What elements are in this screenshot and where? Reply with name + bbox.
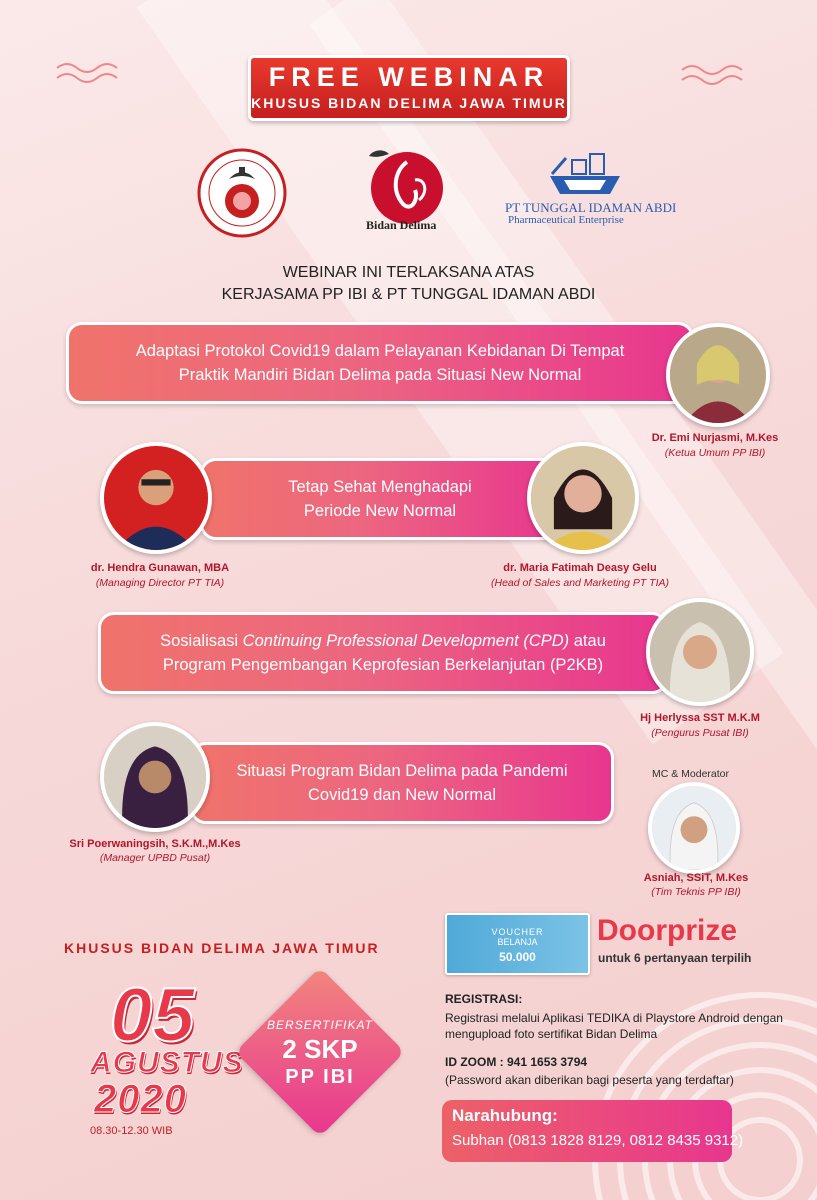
zoom-password-note: (Password akan diberikan bagi peserta yang terdaftar) <box>445 1073 734 1087</box>
speaker-role: (Pengurus Pusat IBI) <box>651 727 749 739</box>
topic-1-pill <box>66 322 694 404</box>
topic-3-line-2: Program Pengembangan Keprofesian Berkelanjutan (P2KB) <box>162 656 604 674</box>
target-audience-label: KHUSUS BIDAN DELIMA JAWA TIMUR <box>64 940 380 956</box>
speaker-role: (Tim Teknis PP IBI) <box>651 886 741 898</box>
certificate-org: PP IBI <box>285 1066 355 1088</box>
speaker-name: Asniah, SSiT, M.Kes <box>643 872 749 884</box>
event-year: 2020 <box>94 1077 187 1121</box>
speaker-name: dr. Maria Fatimah Deasy Gelu <box>503 562 657 574</box>
speaker-role: (Manager UPBD Pusat) <box>99 852 211 864</box>
topic-3-line-1-b: Continuing Professional Development (CPD) <box>242 632 570 650</box>
zoom-id: ID ZOOM : 941 1653 3794 <box>445 1055 588 1069</box>
topic-3-line-1-a: Sosialisasi <box>160 632 243 650</box>
topic-1-line-1: Adaptasi Protokol Covid19 dalam Pelayanan Kebidanan Di Tempat <box>135 342 625 360</box>
wave-decoration <box>55 60 125 86</box>
certificate-skp: 2 SKP <box>282 1034 358 1064</box>
certificate-label: BERSERTIFIKAT <box>267 1018 373 1032</box>
contact-title: Narahubung: <box>452 1106 558 1125</box>
event-month: AGUSTUS <box>90 1046 244 1079</box>
collaboration-intro <box>0 262 817 306</box>
speaker-photo-asniah <box>648 782 740 874</box>
mc-moderator-label: MC & Moderator <box>652 768 730 780</box>
contact-box <box>442 1100 744 1162</box>
intro-line-2: KERJASAMA PP IBI & PT TUNGGAL IDAMAN ABDI <box>221 286 596 303</box>
speaker-photo-maria <box>527 442 639 554</box>
registration-title: REGISTRASI: <box>445 992 523 1006</box>
event-day: 05 <box>110 973 195 1058</box>
bidan-delima-logo-text: Bidan Delima <box>366 218 437 232</box>
speaker-photo-emi <box>666 323 770 427</box>
doorprize-subtitle: untuk 6 pertanyaan terpilih <box>598 951 752 965</box>
topic-2-line-1: Tetap Sehat Menghadapi <box>288 478 472 496</box>
speaker-name: Sri Poerwaningsih, S.K.M.,M.Kes <box>69 838 241 850</box>
wave-decoration <box>680 62 750 88</box>
tia-company-name: PT TUNGGAL IDAMAN ABDI <box>505 200 677 215</box>
topic-4-line-1: Situasi Program Bidan Delima pada Pandemi <box>236 762 568 780</box>
speaker-photo-sri <box>100 722 210 832</box>
doorprize-title: Doorprize <box>597 914 738 947</box>
intro-line-1: WEBINAR INI TERLAKSANA ATAS <box>282 264 535 281</box>
speaker-photo-hendra <box>100 442 212 554</box>
topic-3-line-1-c: atau <box>569 632 606 650</box>
speaker-photo-herlyssa <box>646 598 754 706</box>
registration-text: Registrasi melalui Aplikasi TEDIKA di Playstore Android dengan mengupload foto sertifikat Bidan Delima <box>445 1011 783 1041</box>
speaker-role: (Head of Sales and Marketing PT TIA) <box>491 577 669 589</box>
contact-text: Subhan (0813 1828 8129, 0812 8435 9312) <box>452 1132 744 1149</box>
webinar-title-banner <box>248 55 570 121</box>
speaker-name: Hj Herlyssa SST M.K.M <box>640 712 760 724</box>
topic-2-pill <box>200 458 560 540</box>
ibi-logo-icon <box>197 145 287 243</box>
tia-company-subtitle: Pharmaceutical Enterprise <box>508 214 624 226</box>
topic-4-pill <box>190 742 614 824</box>
speaker-role: (Ketua Umum PP IBI) <box>664 447 766 459</box>
webinar-subtitle: KHUSUS BIDAN DELIMA JAWA TIMUR <box>251 95 567 111</box>
topic-3-line-1 <box>160 629 606 653</box>
webinar-title: FREE WEBINAR <box>268 62 550 92</box>
speaker-role: (Managing Director PT TIA) <box>95 577 225 589</box>
voucher-amount: 50.000 <box>499 950 536 964</box>
voucher-subtitle: BELANJA <box>497 937 538 947</box>
event-time: 08.30-12.30 WIB <box>90 1125 173 1137</box>
topic-4-line-2: Covid19 dan New Normal <box>307 786 496 804</box>
topic-3-pill <box>98 612 668 694</box>
topic-2-line-2: Periode New Normal <box>303 502 457 520</box>
voucher-card <box>445 913 590 975</box>
topic-1-line-2: Praktik Mandiri Bidan Delima pada Situasi New Normal <box>178 366 582 384</box>
voucher-title: VOUCHER <box>491 927 544 937</box>
speaker-name: dr. Hendra Gunawan, MBA <box>90 562 230 574</box>
speaker-name: Dr. Emi Nurjasmi, M.Kes <box>651 432 779 444</box>
